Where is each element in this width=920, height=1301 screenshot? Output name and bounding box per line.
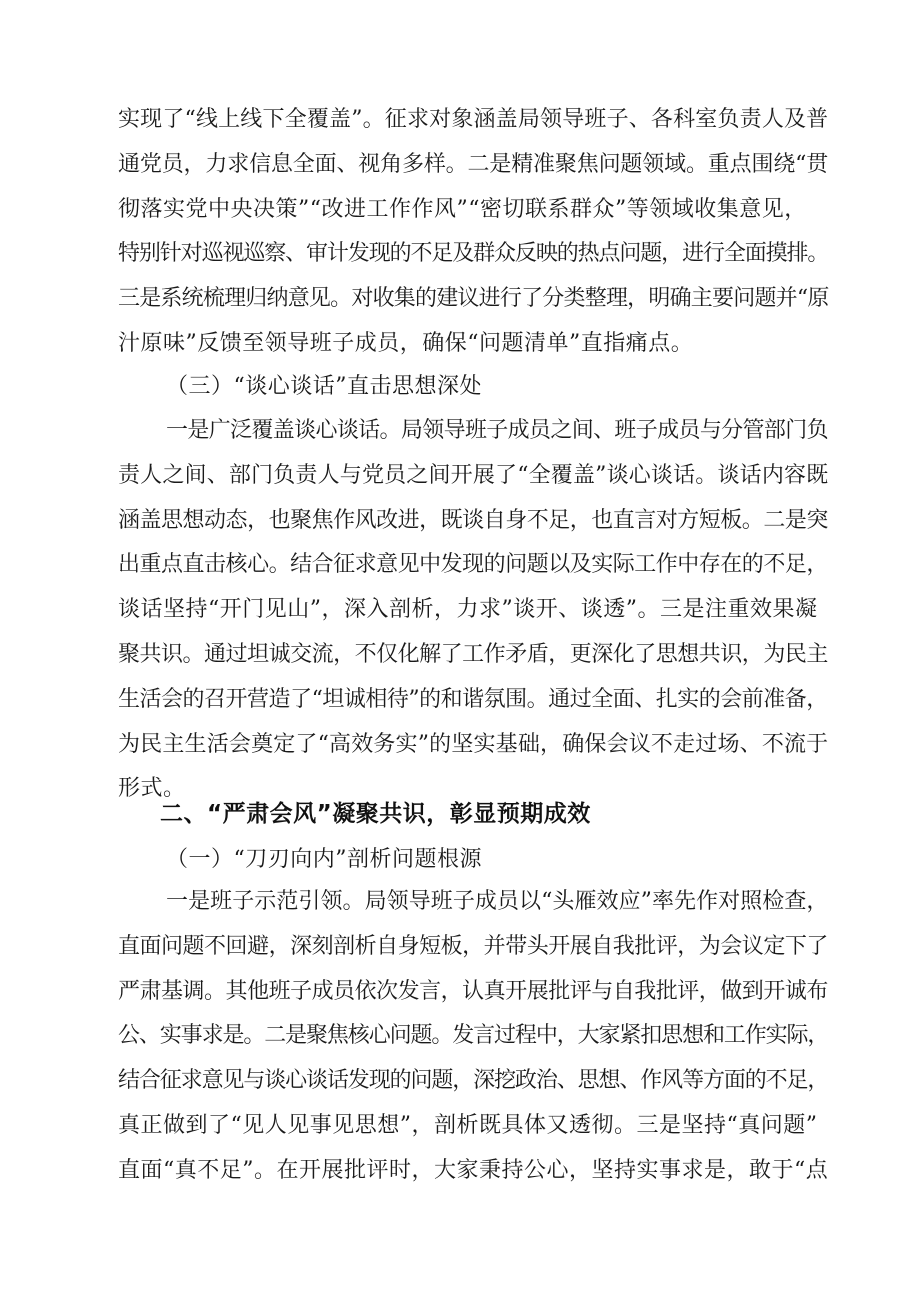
text-line: 特别针对巡视巡察、审计发现的不足及群众反映的热点问题，进行全面摸排。 <box>118 241 829 267</box>
text-line: 涵盖思想动态，也聚焦作风改进，既谈自身不足，也直言对方短板。二是突 <box>118 507 828 533</box>
text-line: 聚共识。通过坦诚交流，不仅化解了工作矛盾，更深化了思想共识，为民主 <box>118 641 828 667</box>
section-heading-2: 二、“严肃会风”凝聚共识，彰显预期成效 <box>160 801 591 827</box>
text-line: 出重点直击核心。结合征求意见中发现的问题以及实际工作中存在的不足， <box>118 552 828 578</box>
text-line: 通党员，力求信息全面、视角多样。二是精准聚焦问题领域。重点围绕“贯 <box>118 151 829 177</box>
text-line: 形式。 <box>118 776 186 802</box>
text-line: 一是广泛覆盖谈心谈话。局领导班子成员之间、班子成员与分管部门负 <box>166 418 828 443</box>
text-line: 一是班子示范引领。局领导班子成员以“头雁效应”率先作对照检查， <box>166 889 829 914</box>
subheading-heart-to-heart: （三）“谈心谈话”直击思想深处 <box>166 374 482 399</box>
text-line: 直面“真不足”。在开展批评时，大家秉持公心，坚持实事求是，敢于“点 <box>118 1157 829 1183</box>
text-line: 谈话坚持“开门见山”，深入剖析，力求”谈开、谈透”。三是注重效果凝 <box>118 597 818 623</box>
text-line: 生活会的召开营造了“坦诚相待”的和谐氛围。通过全面、扎实的会前准备， <box>118 686 828 712</box>
text-line: 实现了“线上线下全覆盖”。征求对象涵盖局领导班子、各科室负责人及普 <box>118 107 829 132</box>
text-line: 为民主生活会奠定了“高效务实”的坚实基础，确保会议不走过场、不流于 <box>118 731 829 757</box>
text-line: 公、实事求是。二是聚焦核心问题。发言过程中，大家紧扣思想和工作实际， <box>118 1023 829 1049</box>
text-line: 彻落实党中央决策”“改进工作作风”“密切联系群众”等领域收集意见， <box>118 196 807 222</box>
text-line: 结合征求意见与谈心谈话发现的问题，深挖政治、思想、作风等方面的不足， <box>118 1068 829 1094</box>
text-line: 真正做到了“见人见事见思想”，剖析既具体又透彻。三是坚持“真问题” <box>118 1112 818 1138</box>
text-line: 三是系统梳理归纳意见。对收集的建议进行了分类整理，明确主要问题并“原 <box>118 286 829 312</box>
subheading-self-criticism: （一）“刀刃向内”剖析问题根源 <box>166 847 482 872</box>
paragraph-heart-to-heart <box>118 409 830 812</box>
paragraph-opinion-collection <box>118 98 830 367</box>
text-line: 汁原味”反馈至领导班子成员，确保“问题清单”直指痛点。 <box>118 330 694 356</box>
paragraph-self-criticism <box>118 880 830 1194</box>
text-line: 直面问题不回避，深刻剖析自身短板，并带头开展自我批评，为会议定下了 <box>118 933 828 959</box>
text-line: 严肃基调。其他班子成员依次发言，认真开展批评与自我批评，做到开诚布 <box>118 978 828 1004</box>
text-line: 责人之间、部门负责人与党员之间开展了“全覆盖”谈心谈话。谈话内容既 <box>118 462 829 488</box>
